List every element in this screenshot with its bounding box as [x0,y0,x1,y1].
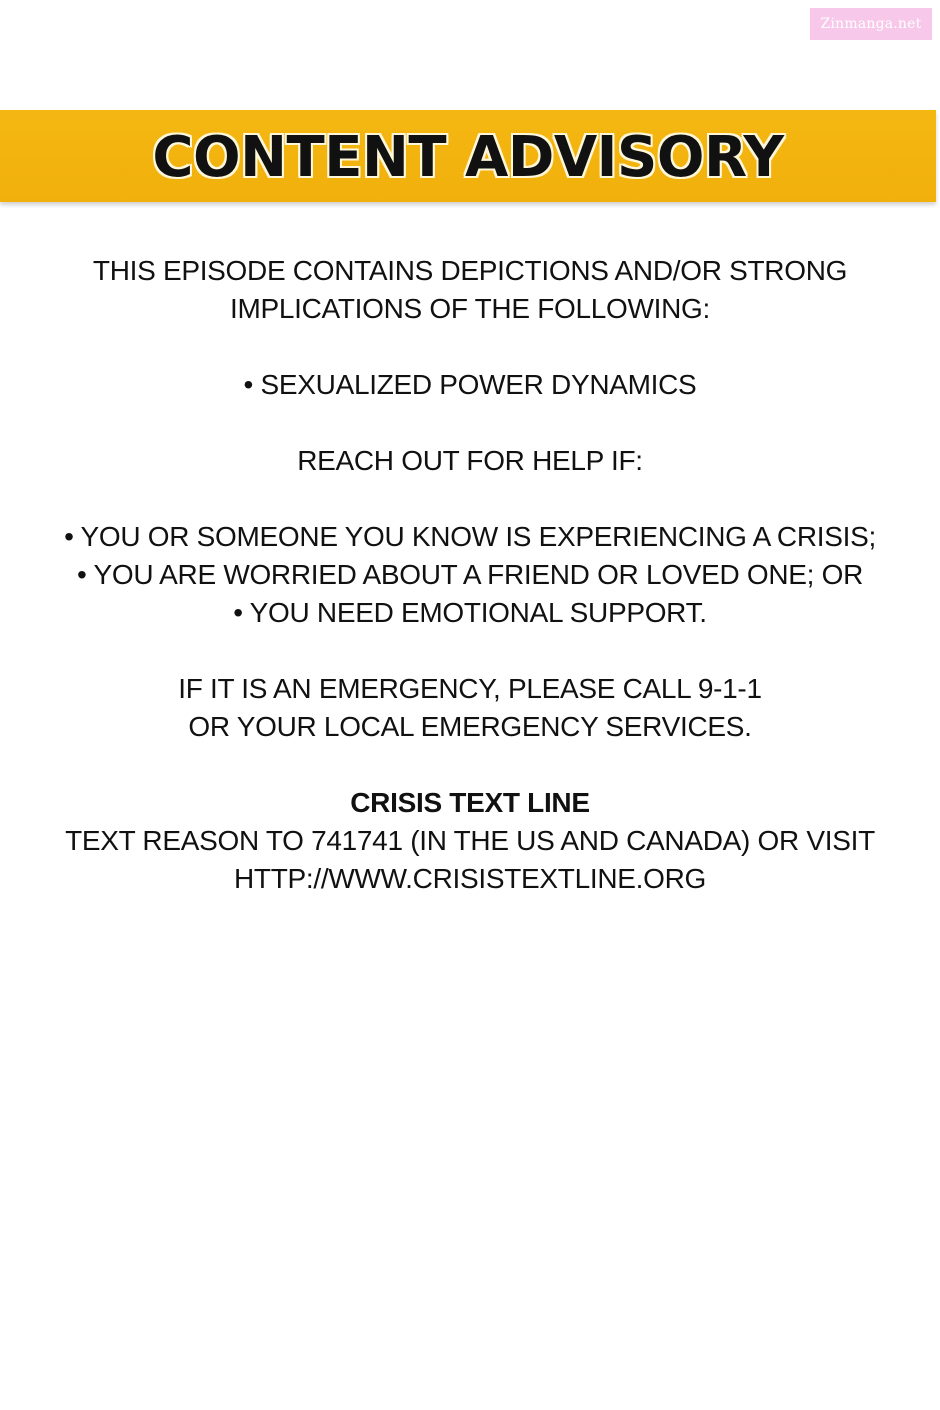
emergency-line: OR YOUR LOCAL EMERGENCY SERVICES. [188,711,752,742]
help-item: • YOU ARE WORRIED ABOUT A FRIEND OR LOVED ONE; OR [76,559,863,590]
help-heading: REACH OUT FOR HELP IF: [297,445,643,476]
crisis-line: TEXT REASON TO 741741 (IN THE US AND CANADA) OR VISIT [65,825,875,856]
emergency-line: IF IT IS AN EMERGENCY, PLEASE CALL 9-1-1 [178,673,762,704]
advisory-body [0,252,940,898]
help-item: • YOU NEED EMOTIONAL SUPPORT. [233,597,707,628]
watermark: Zinmanga.net [810,8,932,40]
page-title: CONTENT ADVISORY [152,124,784,190]
topic-item: • SEXUALIZED POWER DYNAMICS [243,369,697,400]
crisis-link[interactable]: HTTP://WWW.CRISISTEXTLINE.ORG [234,863,706,894]
help-item: • YOU OR SOMEONE YOU KNOW IS EXPERIENCING A CRISIS; [64,521,876,552]
crisis-title: CRISIS TEXT LINE [350,787,590,818]
intro-line: IMPLICATIONS OF THE FOLLOWING: [229,293,711,324]
intro-line: THIS EPISODE CONTAINS DEPICTIONS AND/OR STRONG [92,255,848,286]
advisory-banner [0,110,936,202]
